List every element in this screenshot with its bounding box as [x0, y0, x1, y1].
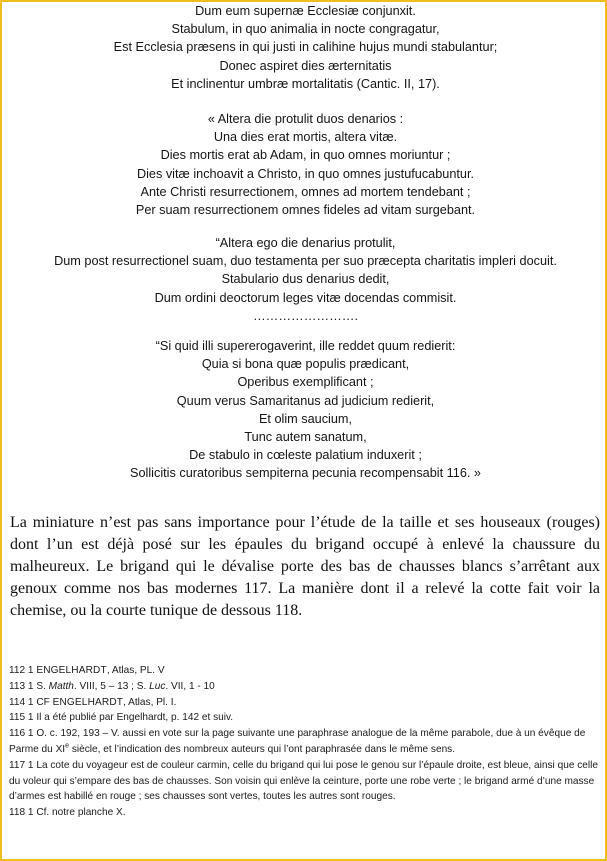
- footnote-superscript: e: [65, 742, 70, 750]
- footnote-text: , Atlas, Pl. I.: [123, 696, 177, 708]
- footnote-text: , Atlas, PL. V: [106, 665, 165, 676]
- body-paragraph: La miniature n’est pas sans importance pour l’étude de la taille et ses houseaux (rouges) dont l’un est déjà posé sur les épaules du brigand occupé à enlevé la chaussure du malheureux. Le brigand qui le dévalise porte des bas de chausses blancs s’arrêtant aux genoux comme nos bas modernes 117. La manière dont il a relevé la cotte fait voir la chemise, ou la courte tunique de dessous 118.: [10, 514, 600, 619]
- footnote-smallcaps: ENGELHARDT: [36, 665, 107, 676]
- verse-line: Et inclinentur umbræ mortalitatis (Cantic. II, 17).: [171, 76, 440, 91]
- verse-line: Operibus exemplificant ;: [237, 375, 374, 390]
- verse-line: « Altera die protulit duos denarios :: [207, 112, 404, 126]
- verse-line: Stabulario dus denarius dedit,: [221, 272, 390, 287]
- verse-line: Per suam resurrectionem omnes fideles ad vitam surgebant.: [135, 203, 476, 218]
- verse-line: Stabulum, in quo animalia in nocte congragatur,: [171, 22, 440, 37]
- verse-block: [4, 234, 607, 325]
- verse-line: Quum verus Samaritanus ad judicium redierit,: [176, 393, 435, 408]
- footnote: [9, 679, 602, 695]
- footnote-number: 117 1: [9, 759, 34, 771]
- verse-line: Ante Christi resurrectionem, omnes ad mortem tendebant ;: [140, 184, 471, 199]
- footnote-text: Cf. notre planche X.: [36, 807, 126, 819]
- footnote-number: 118 1: [9, 807, 34, 819]
- footnote: [9, 805, 602, 821]
- verse-line: Dies vitæ inchoavit a Christo, in quo omnes justufucabuntur.: [136, 166, 475, 181]
- verse-line: Est Ecclesia præsens in qui justi in calihine hujus mundi stabulantur;: [113, 40, 498, 55]
- footnote-text: . VIII, 5 – 13 ; S.: [73, 680, 150, 692]
- footnote-text: Il a été publié par Engelhardt, p. 142 et suiv.: [36, 712, 234, 724]
- footnote-text: CF: [36, 696, 53, 708]
- footnote-number: 115 1: [9, 712, 34, 724]
- verse-block: [4, 337, 607, 483]
- verse-line: Dum ordini deoctorum leges vitæ docendas commisit.: [154, 290, 457, 305]
- footnote-text: O. c. 192, 193 – V. aussi en vote sur la page suivante une paraphrase analogue de la même parabole, due à un évêque de Parme du XI: [9, 728, 586, 755]
- footnote-text: siècle, et l’indication des nombreux auteurs qui l’ont paraphrasée dans le même sens.: [69, 743, 456, 755]
- footnote: [9, 663, 602, 679]
- footnote-number: 114 1: [9, 696, 34, 708]
- footnote: [9, 695, 602, 711]
- verse-line: Dum post resurrectionel suam, duo testamenta per suo præcepta charitatis impleri docuit.: [54, 254, 557, 269]
- footnotes: [9, 663, 602, 821]
- footnote-text: S.: [36, 680, 49, 692]
- verse-line: De stabulo in cœleste palatium induxerit ;: [189, 448, 422, 463]
- footnote-italic: Luc: [149, 680, 166, 692]
- verse-line: …………………….: [252, 308, 359, 323]
- verse-line: Quia si bona quæ populis prædicant,: [201, 357, 410, 372]
- footnote-italic: Matth: [48, 680, 74, 692]
- footnote-smallcaps: ENGELHARDT: [52, 696, 124, 708]
- verse-line: Sollicitis curatoribus sempiterna pecunia recompensabit 116. »: [130, 466, 481, 481]
- footnote: [9, 758, 602, 805]
- verse-line: Et olim saucium,: [258, 411, 353, 426]
- verse-line: Dies mortis erat ab Adam, in quo omnes moriuntur ;: [160, 148, 451, 163]
- footnote-number: 116 1: [9, 728, 34, 740]
- footnote-text: . VII, 1 - 10: [165, 680, 215, 692]
- footnote-number: 113 1: [9, 680, 34, 692]
- footnote-text: La cote du voyageur est de couleur carmin, celle du brigand qui lui pose le genou sur l’épaule droite, est bleue, ainsi que celle du voleur qui s’empare des bas de chausses. Son voisin qui enlève la ceinture, porte une robe verte ; le brigand armé d’une masse d’armes est habillé en rouge ; ses chausses sont vertes, toutes les autres sont rouges.: [9, 759, 599, 803]
- footnote-number: 112 1: [9, 665, 34, 676]
- verse-line: Tunc autem sanatum,: [244, 430, 367, 445]
- footnote: [9, 710, 602, 726]
- verse-block: [4, 2, 607, 93]
- verse-line: Dum eum supernæ Ecclesiæ conjunxit.: [195, 4, 416, 18]
- verse-line: “Si quid illi supererogaverint, ille reddet quum redierit:: [155, 339, 456, 353]
- verse-block: [4, 110, 607, 219]
- verse-line: Una dies erat mortis, altera vitæ.: [213, 130, 398, 145]
- footnote: [9, 726, 602, 758]
- verse-line: Donec aspiret dies ærternitatis: [219, 58, 392, 73]
- verse-line: “Altera ego die denarius protulit,: [215, 236, 396, 250]
